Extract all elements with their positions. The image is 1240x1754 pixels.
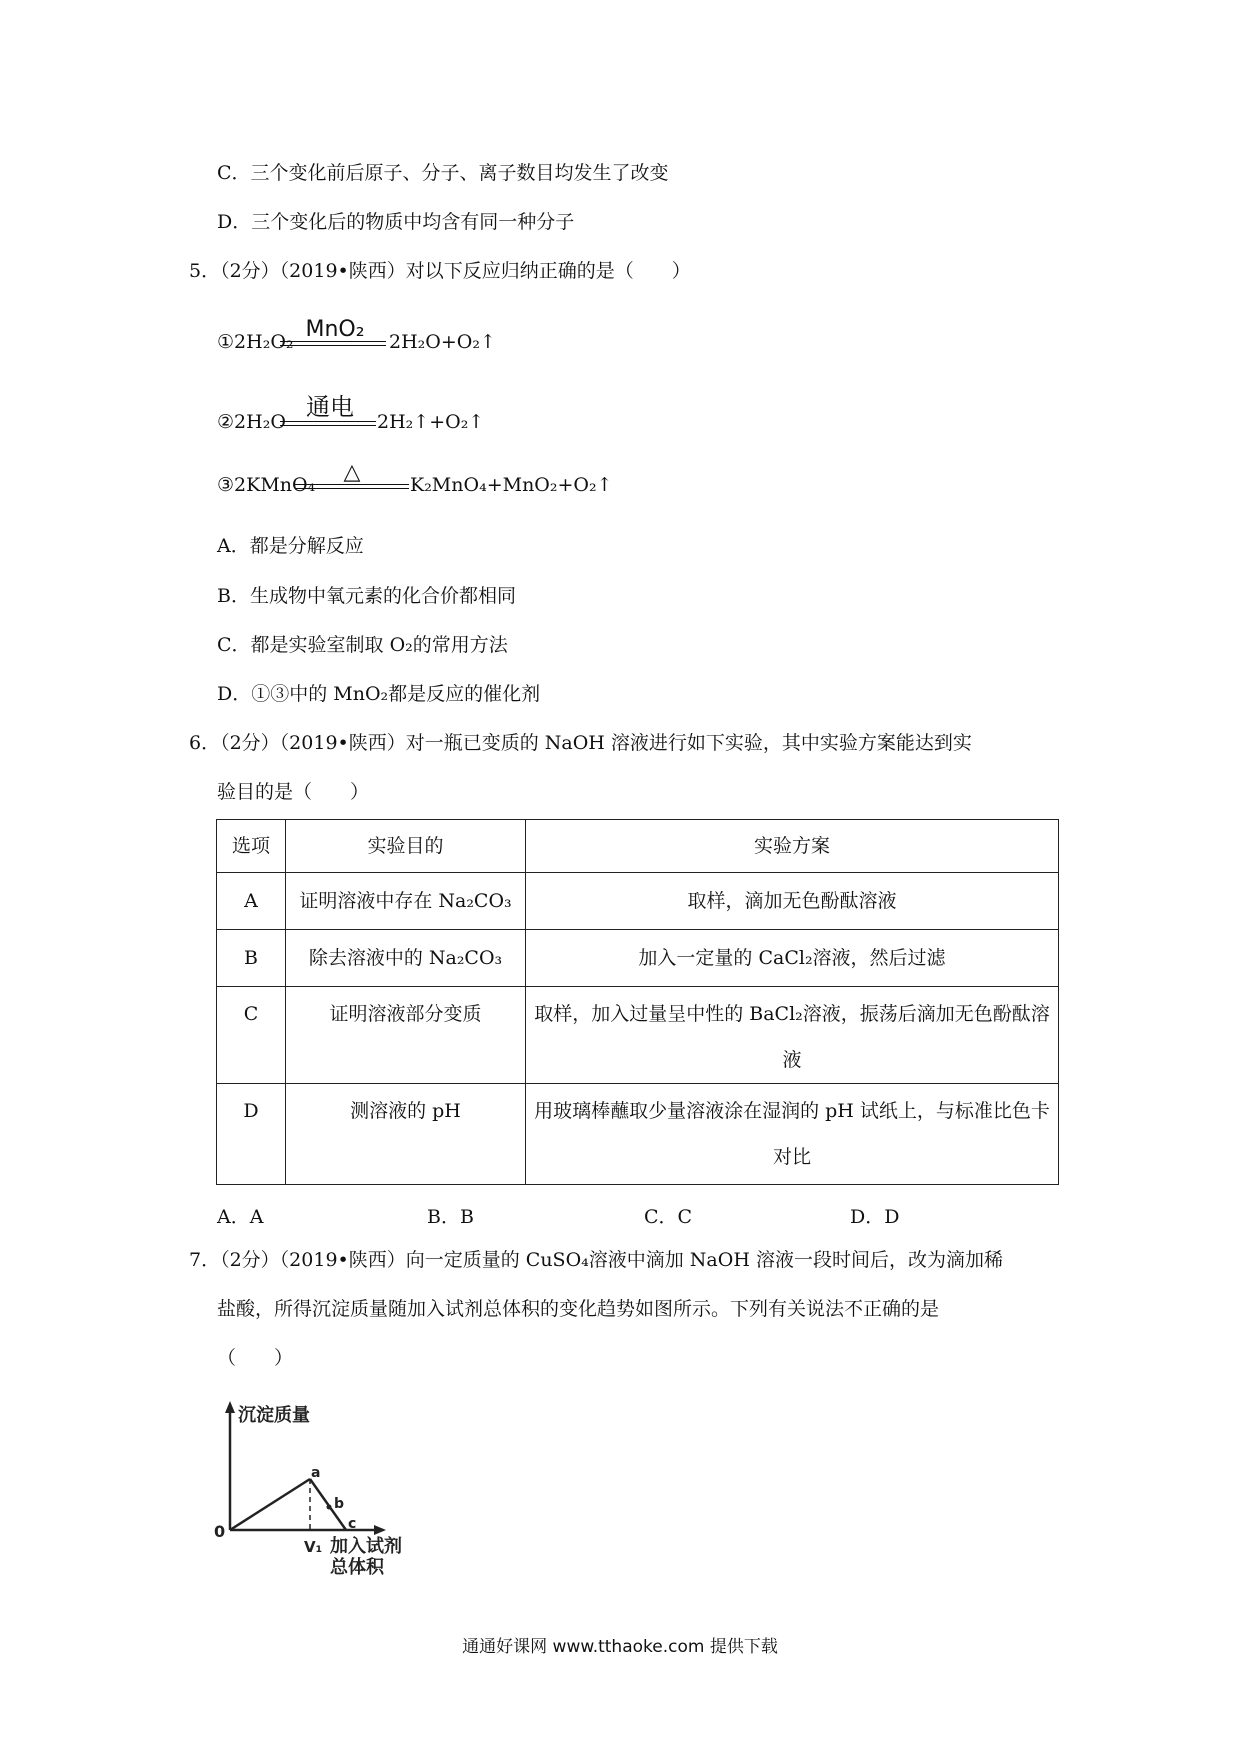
y-axis-label: 沉淀质量	[238, 1405, 310, 1426]
q7-stem-line2: 盐酸，所得沉淀质量随加入试剂总体积的变化趋势如图所示。下列有关说法不正确的是	[217, 1298, 940, 1320]
q7-stem-line3: （ ）	[217, 1347, 294, 1369]
point-a-label: a	[311, 1465, 321, 1481]
equation-number: ①	[217, 331, 235, 353]
y-axis-arrow-icon	[225, 1401, 235, 1413]
q5-option-b: B．生成物中氧元素的化合价都相同	[217, 585, 516, 607]
precipitate-mass-graph	[210, 1395, 450, 1575]
table-cell: C	[217, 987, 286, 1084]
table-header-cell: 选项	[217, 820, 286, 873]
table-cell: 取样，加入过量呈中性的 BaCl₂溶液，振荡后滴加无色酚酞溶液	[526, 987, 1059, 1084]
q6-option-b: B．B	[427, 1206, 474, 1228]
equation-number: ③	[217, 474, 235, 496]
q5-option-d: D．①③中的 MnO₂都是反应的催化剂	[217, 683, 541, 705]
q5-option-c: C．都是实验室制取 O₂的常用方法	[217, 634, 508, 656]
table-cell: 测溶液的 pH	[286, 1084, 526, 1185]
equation-reactant: 2KMnO₄	[234, 474, 316, 496]
q6-option-c: C．C	[644, 1206, 693, 1228]
q7-stem-line1: 7．（2分）（2019•陕西）向一定质量的 CuSO₄溶液中滴加 NaOH 溶液一段时间后，改为滴加稀	[189, 1249, 1003, 1271]
q5-option-a: A．都是分解反应	[217, 535, 364, 557]
rising-segment	[230, 1479, 310, 1530]
table-cell: 用玻璃棒蘸取少量溶液涂在湿润的 pH 试纸上，与标准比色卡对比	[526, 1084, 1059, 1185]
point-b-marker	[327, 1505, 332, 1510]
x-axis-arrow-icon	[374, 1525, 386, 1535]
q6-option-a: A．A	[217, 1206, 264, 1228]
equation-reactant: 2H₂O₂	[234, 331, 294, 353]
table-cell: 加入一定量的 CaCl₂溶液，然后过滤	[526, 930, 1059, 987]
q6-stem-line2: 验目的是（ ）	[217, 781, 370, 803]
table-cell: A	[217, 873, 286, 930]
table-header-cell: 实验方案	[526, 820, 1059, 873]
point-c-label: c	[348, 1516, 357, 1532]
q6-option-d: D．D	[850, 1206, 900, 1228]
equation-reactant: 2H₂O	[234, 411, 286, 433]
table-cell: 除去溶液中的 Na₂CO₃	[286, 930, 526, 987]
table-cell: 证明溶液部分变质	[286, 987, 526, 1084]
x-axis-label-line1: 加入试剂	[330, 1536, 402, 1557]
table-row	[217, 987, 1059, 1084]
equation-equals-sign	[280, 421, 376, 426]
table-cell: 取样，滴加无色酚酞溶液	[526, 873, 1059, 930]
equation-number: ②	[217, 411, 235, 433]
table-cell: 证明溶液中存在 Na₂CO₃	[286, 873, 526, 930]
point-b-label: b	[334, 1496, 345, 1512]
q5-stem: 5．（2分）（2019•陕西）对以下反应归纳正确的是（ ）	[189, 260, 691, 282]
origin-label: 0	[214, 1522, 226, 1541]
equation-equals-sign	[280, 341, 386, 346]
page-footer: 通通好课网 www.tthaoke.com 提供下载	[462, 1637, 778, 1657]
table-cell: D	[217, 1084, 286, 1185]
equation-product: 2H₂O+O₂↑	[389, 331, 496, 353]
equation-condition: MnO₂	[305, 317, 365, 342]
table-row	[217, 873, 1059, 930]
q6-stem-line1: 6．（2分）（2019•陕西）对一瓶已变质的 NaOH 溶液进行如下实验，其中实验方案能达到实	[189, 732, 972, 754]
q4-option-c: C．三个变化前后原子、分子、离子数目均发生了改变	[217, 162, 669, 184]
equation-equals-sign	[295, 484, 409, 489]
table-header-cell: 实验目的	[286, 820, 526, 873]
v1-label: V₁	[304, 1538, 323, 1556]
q4-option-d: D．三个变化后的物质中均含有同一种分子	[217, 211, 575, 233]
experiment-table	[216, 819, 1059, 1185]
table-row	[217, 930, 1059, 987]
equation-product: K₂MnO₄+MnO₂+O₂↑	[410, 474, 613, 496]
equation-condition: △	[343, 460, 361, 485]
equation-condition: 通电	[306, 393, 354, 421]
equation-product: 2H₂↑+O₂↑	[377, 411, 485, 433]
table-header-row	[217, 820, 1059, 873]
x-axis-label-line2: 总体积	[330, 1557, 384, 1575]
table-cell: B	[217, 930, 286, 987]
table-row	[217, 1084, 1059, 1185]
